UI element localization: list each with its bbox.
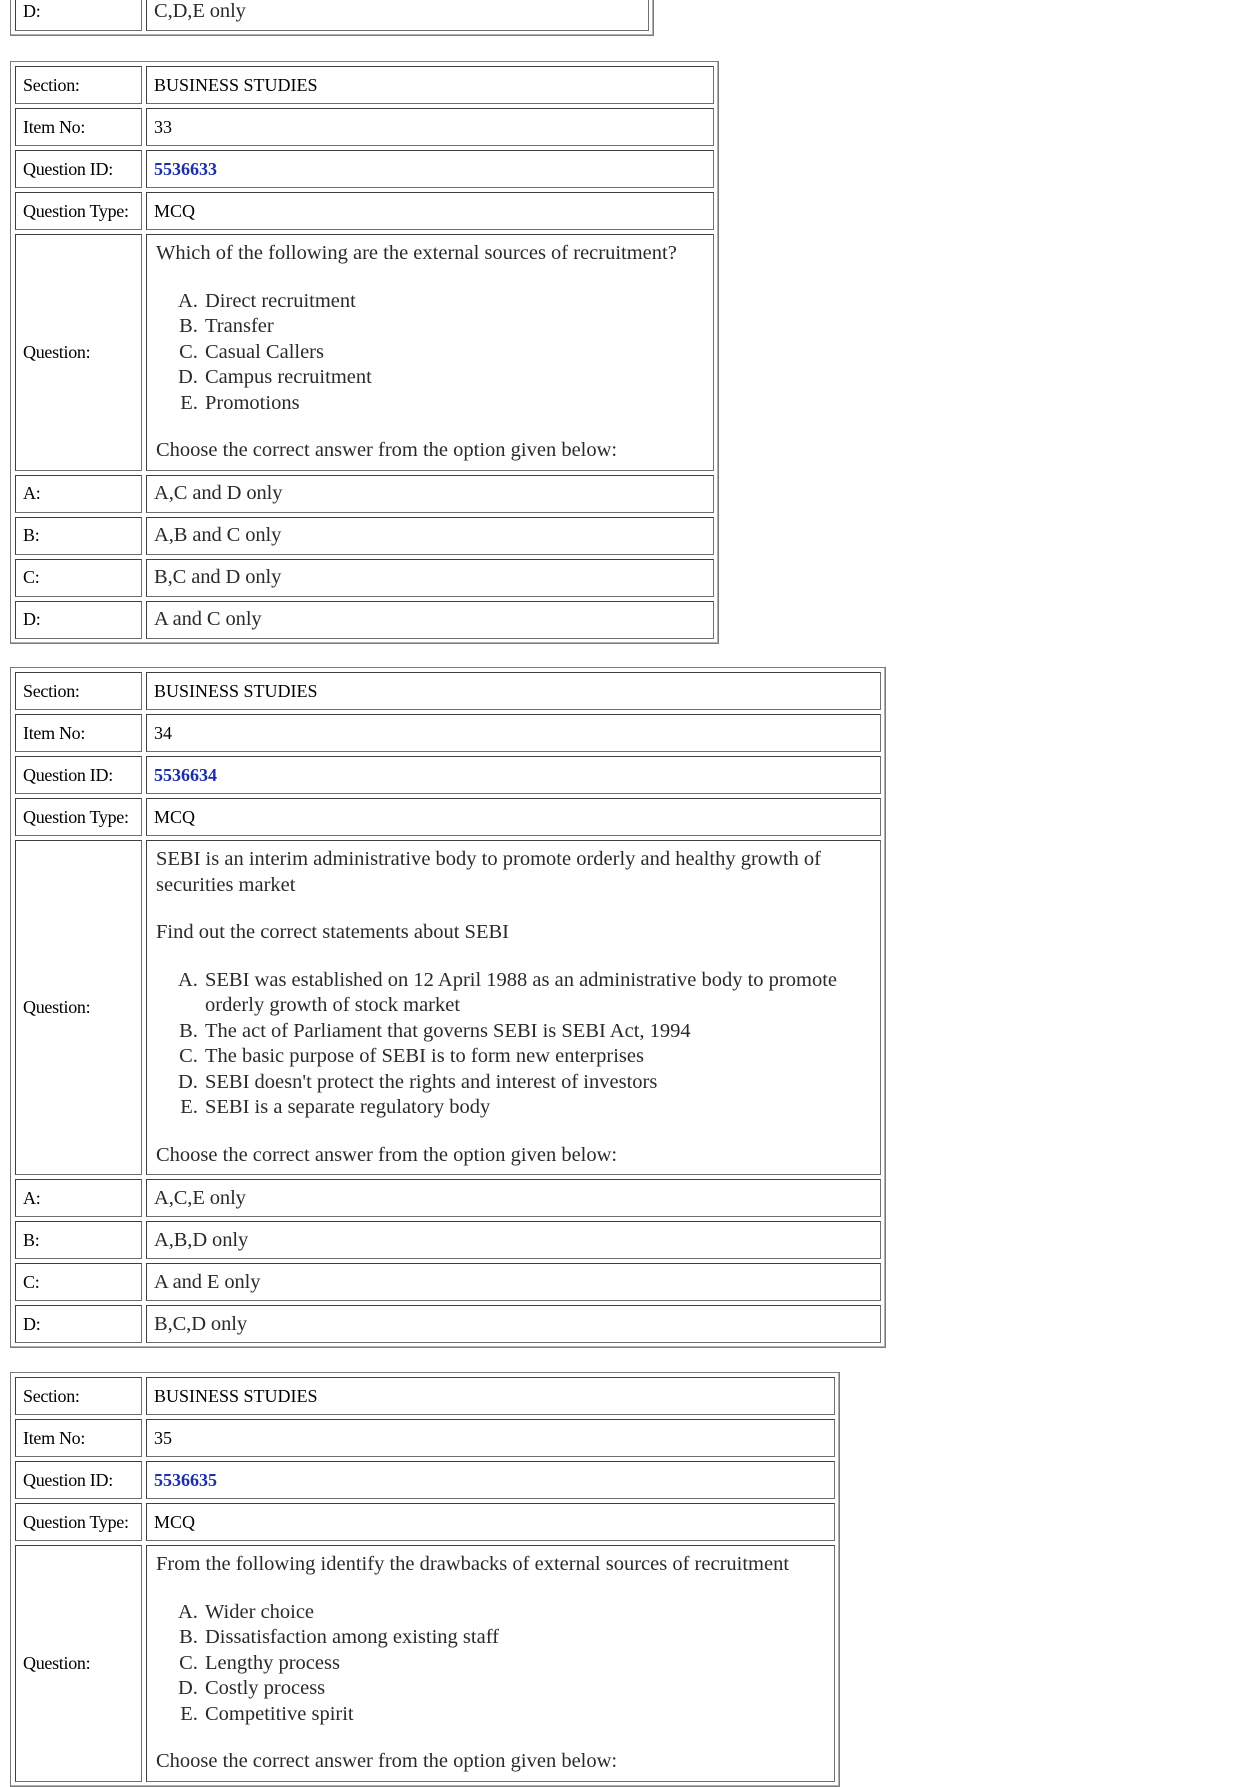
statement-c: C. The basic purpose of SEBI is to form new enterprises <box>203 1044 873 1070</box>
option-b-value: A,B,D only <box>146 1221 881 1259</box>
item-no-row <box>15 1419 835 1457</box>
question-id-row <box>15 150 714 188</box>
question-type-row <box>15 1503 835 1541</box>
item-no-label: Item No: <box>15 714 142 752</box>
option-a-value: A,C,E only <box>146 1179 881 1217</box>
statement-a: A. Wider choice <box>203 1600 827 1626</box>
section-label: Section: <box>15 672 142 710</box>
option-a-row <box>15 475 714 513</box>
question-row <box>15 234 714 471</box>
question-body <box>146 840 881 1175</box>
question-body <box>146 1545 835 1782</box>
item-no-label: Item No: <box>15 108 142 146</box>
question-label: Question: <box>15 1545 142 1782</box>
question-id-value: 5536634 <box>146 756 881 794</box>
question-type-label: Question Type: <box>15 798 142 836</box>
question-id-row <box>15 756 881 794</box>
question-type-label: Question Type: <box>15 1503 142 1541</box>
question-type-value: MCQ <box>146 798 881 836</box>
question-id-label: Question ID: <box>15 756 142 794</box>
statement-c: C. Lengthy process <box>203 1651 827 1677</box>
question-id-label: Question ID: <box>15 1461 142 1499</box>
statement-e: E. SEBI is a separate regulatory body <box>203 1095 873 1121</box>
question-type-value: MCQ <box>146 192 714 230</box>
statement-d: D. Costly process <box>203 1676 827 1702</box>
statement-a: A. Direct recruitment <box>203 289 706 315</box>
question-instruction: Choose the correct answer from the option given below: <box>156 1750 618 1772</box>
question-instruction: Choose the correct answer from the option given below: <box>156 1143 618 1166</box>
question-id-label: Question ID: <box>15 150 142 188</box>
option-c-label: C: <box>15 1263 142 1301</box>
question-body <box>146 234 714 471</box>
question-table-32-fragment <box>10 0 654 36</box>
section-label: Section: <box>15 66 142 104</box>
question-id-value: 5536635 <box>146 1461 835 1499</box>
statement-d: D. Campus recruitment <box>203 365 706 391</box>
question-id-value: 5536633 <box>146 150 714 188</box>
section-row <box>15 1377 835 1415</box>
statement-d: D. SEBI doesn't protect the rights and interest of investors <box>203 1070 873 1096</box>
option-a-label: A: <box>15 475 142 513</box>
section-value: BUSINESS STUDIES <box>146 672 881 710</box>
question-type-row <box>15 192 714 230</box>
question-instruction: Choose the correct answer from the option given below: <box>156 439 618 461</box>
item-no-label: Item No: <box>15 1419 142 1457</box>
item-no-value: 35 <box>146 1419 835 1457</box>
statement-list <box>156 1600 827 1728</box>
option-d-value: C,D,E only <box>146 0 649 31</box>
option-c-value: B,C and D only <box>146 559 714 597</box>
question-type-row <box>15 798 881 836</box>
question-row <box>15 840 881 1175</box>
question-type-label: Question Type: <box>15 192 142 230</box>
option-d-row <box>15 0 649 31</box>
option-c-value: A and E only <box>146 1263 881 1301</box>
option-c-label: C: <box>15 559 142 597</box>
item-no-value: 34 <box>146 714 881 752</box>
question-id-row <box>15 1461 835 1499</box>
option-d-row <box>15 601 714 639</box>
option-a-row <box>15 1179 881 1217</box>
statement-c: C. Casual Callers <box>203 340 706 366</box>
question-stem: SEBI is an interim administrative body to promote orderly and healthy growth of securities market <box>156 848 821 896</box>
item-no-row <box>15 714 881 752</box>
statement-e: E. Promotions <box>203 391 706 417</box>
statement-list <box>156 289 706 417</box>
section-row <box>15 66 714 104</box>
question-table-33 <box>10 61 719 644</box>
question-stem: From the following identify the drawbacks of external sources of recruitment <box>156 1553 790 1575</box>
question-table-35 <box>10 1372 840 1787</box>
option-b-row <box>15 517 714 555</box>
section-value: BUSINESS STUDIES <box>146 1377 835 1415</box>
question-row <box>15 1545 835 1782</box>
option-a-label: A: <box>15 1179 142 1217</box>
statement-b: B. Transfer <box>203 314 706 340</box>
option-d-label: D: <box>15 601 142 639</box>
option-b-value: A,B and C only <box>146 517 714 555</box>
option-b-label: B: <box>15 517 142 555</box>
statement-list <box>156 968 873 1121</box>
item-no-row <box>15 108 714 146</box>
item-no-value: 33 <box>146 108 714 146</box>
option-c-row <box>15 1263 881 1301</box>
question-stem-2: Find out the correct statements about SEBI <box>156 921 509 943</box>
question-table-34 <box>10 667 886 1348</box>
question-label: Question: <box>15 234 142 471</box>
option-d-label: D: <box>15 1305 142 1343</box>
statement-b: B. The act of Parliament that governs SEBI is SEBI Act, 1994 <box>203 1019 873 1045</box>
question-stem: Which of the following are the external sources of recruitment? <box>156 242 677 264</box>
statement-a: A. SEBI was established on 12 April 1988 as an administrative body to promote orderly growth of stock market <box>203 968 873 1019</box>
statement-e: E. Competitive spirit <box>203 1702 827 1728</box>
section-row <box>15 672 881 710</box>
option-d-value: B,C,D only <box>146 1305 881 1343</box>
section-label: Section: <box>15 1377 142 1415</box>
option-b-label: B: <box>15 1221 142 1259</box>
option-d-value: A and C only <box>146 601 714 639</box>
question-label: Question: <box>15 840 142 1175</box>
option-d-row <box>15 1305 881 1343</box>
option-b-row <box>15 1221 881 1259</box>
statement-b: B. Dissatisfaction among existing staff <box>203 1625 827 1651</box>
option-c-row <box>15 559 714 597</box>
option-a-value: A,C and D only <box>146 475 714 513</box>
section-value: BUSINESS STUDIES <box>146 66 714 104</box>
question-type-value: MCQ <box>146 1503 835 1541</box>
option-d-label: D: <box>15 0 142 31</box>
